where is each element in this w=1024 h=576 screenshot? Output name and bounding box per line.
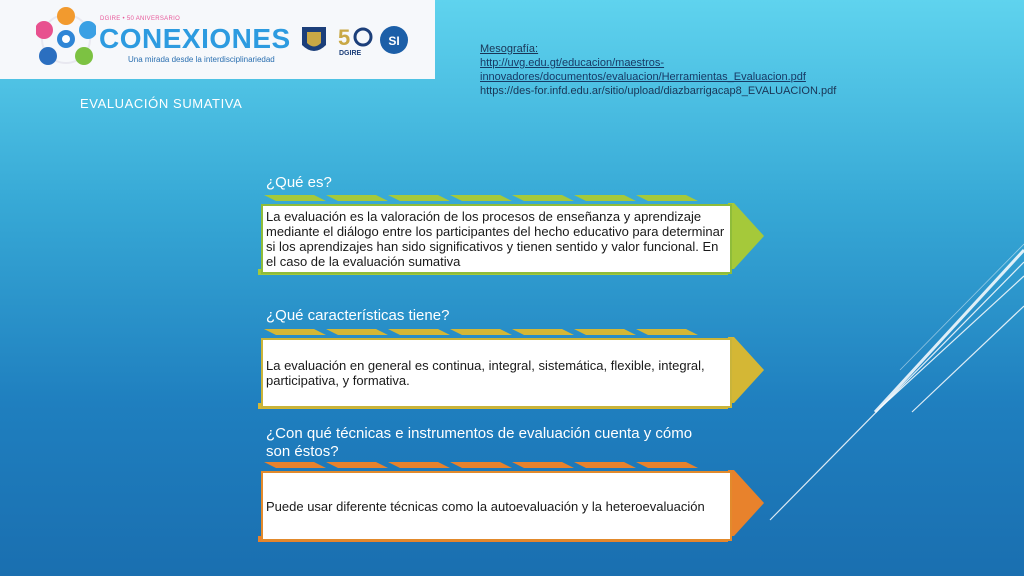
chevron-stripe bbox=[264, 329, 326, 335]
section-text-caracteristicas: La evaluación en general es continua, integral, sistemática, flexible, integral, participativa, y formativa. bbox=[261, 338, 732, 408]
chevron-stripe bbox=[574, 195, 636, 201]
chevron-stripe bbox=[450, 195, 512, 201]
chevron-stripe bbox=[264, 462, 326, 468]
chevron-tip-icon bbox=[728, 203, 764, 269]
chevron-tip-icon bbox=[728, 470, 764, 536]
banner-tagline: Una mirada desde la interdisciplinariedad bbox=[128, 55, 275, 64]
mesografia-link[interactable]: https://des-for.infd.edu.ar/sitio/upload/diazbarrigacap8_EVALUACION.pdf bbox=[480, 85, 837, 97]
logo-banner bbox=[0, 0, 435, 79]
chevron-stripe bbox=[574, 462, 636, 468]
mesografia-link[interactable]: innovadores/documentos/evaluacion/Herramientas_Evaluacion.pdf bbox=[480, 71, 806, 83]
chevron-stripe bbox=[326, 462, 388, 468]
si-logo-label: SI bbox=[388, 34, 400, 48]
slide-title: EVALUACIÓN SUMATIVA bbox=[80, 96, 243, 111]
section-heading-tecnicas: ¿Con qué técnicas e instrumentos de evaluación cuenta y cómo son éstos? bbox=[266, 425, 693, 460]
svg-text:5: 5 bbox=[338, 25, 351, 49]
chevron-tip-icon bbox=[728, 337, 764, 403]
conexiones-emblem-icon bbox=[36, 4, 96, 74]
chevron-stripe bbox=[636, 195, 698, 201]
chevron-stripe bbox=[264, 195, 326, 201]
chevron-stripe bbox=[450, 462, 512, 468]
si-logo-icon bbox=[379, 25, 409, 57]
chevron-stripe bbox=[388, 195, 450, 201]
unam-crest-icon bbox=[300, 25, 328, 57]
chevron-stripe bbox=[512, 329, 574, 335]
chevron-stripe bbox=[512, 462, 574, 468]
section-text-tecnicas: Puede usar diferente técnicas como la autoevaluación y la heteroevaluación bbox=[261, 471, 732, 541]
chevron-stripe bbox=[636, 329, 698, 335]
chevron-stripe bbox=[388, 462, 450, 468]
mesografia-heading: Mesografía: bbox=[480, 43, 539, 55]
chevron-stripe bbox=[326, 329, 388, 335]
fifty-icon bbox=[336, 25, 376, 49]
chevron-stripe bbox=[574, 329, 636, 335]
dgire-50-logo bbox=[336, 25, 376, 57]
mesografia bbox=[480, 42, 836, 98]
section-text-que-es: La evaluación es la valoración de los procesos de enseñanza y aprendizaje mediante el diálogo entre los participantes del hecho educativo para determinar si los aprendizajes han sido significativos y tienen sentido y valor funcional. En el caso de la evaluación sumativa bbox=[261, 204, 732, 274]
anniversary-label: DGIRE • 50 ANIVERSARIO bbox=[100, 16, 181, 22]
dgire-label: DGIRE bbox=[339, 50, 362, 57]
section-heading-que-es: ¿Qué es? bbox=[266, 174, 332, 191]
chevron-stripe bbox=[512, 195, 574, 201]
chevron-stripe bbox=[388, 329, 450, 335]
chevron-stripe bbox=[326, 195, 388, 201]
chevron-stripe bbox=[450, 329, 512, 335]
mesografia-link[interactable]: http://uvg.edu.gt/educacion/maestros- bbox=[480, 57, 665, 69]
conexiones-wordmark: CONEXIONES bbox=[99, 23, 291, 54]
section-heading-caracteristicas: ¿Qué características tiene? bbox=[266, 307, 450, 324]
chevron-stripe bbox=[636, 462, 698, 468]
